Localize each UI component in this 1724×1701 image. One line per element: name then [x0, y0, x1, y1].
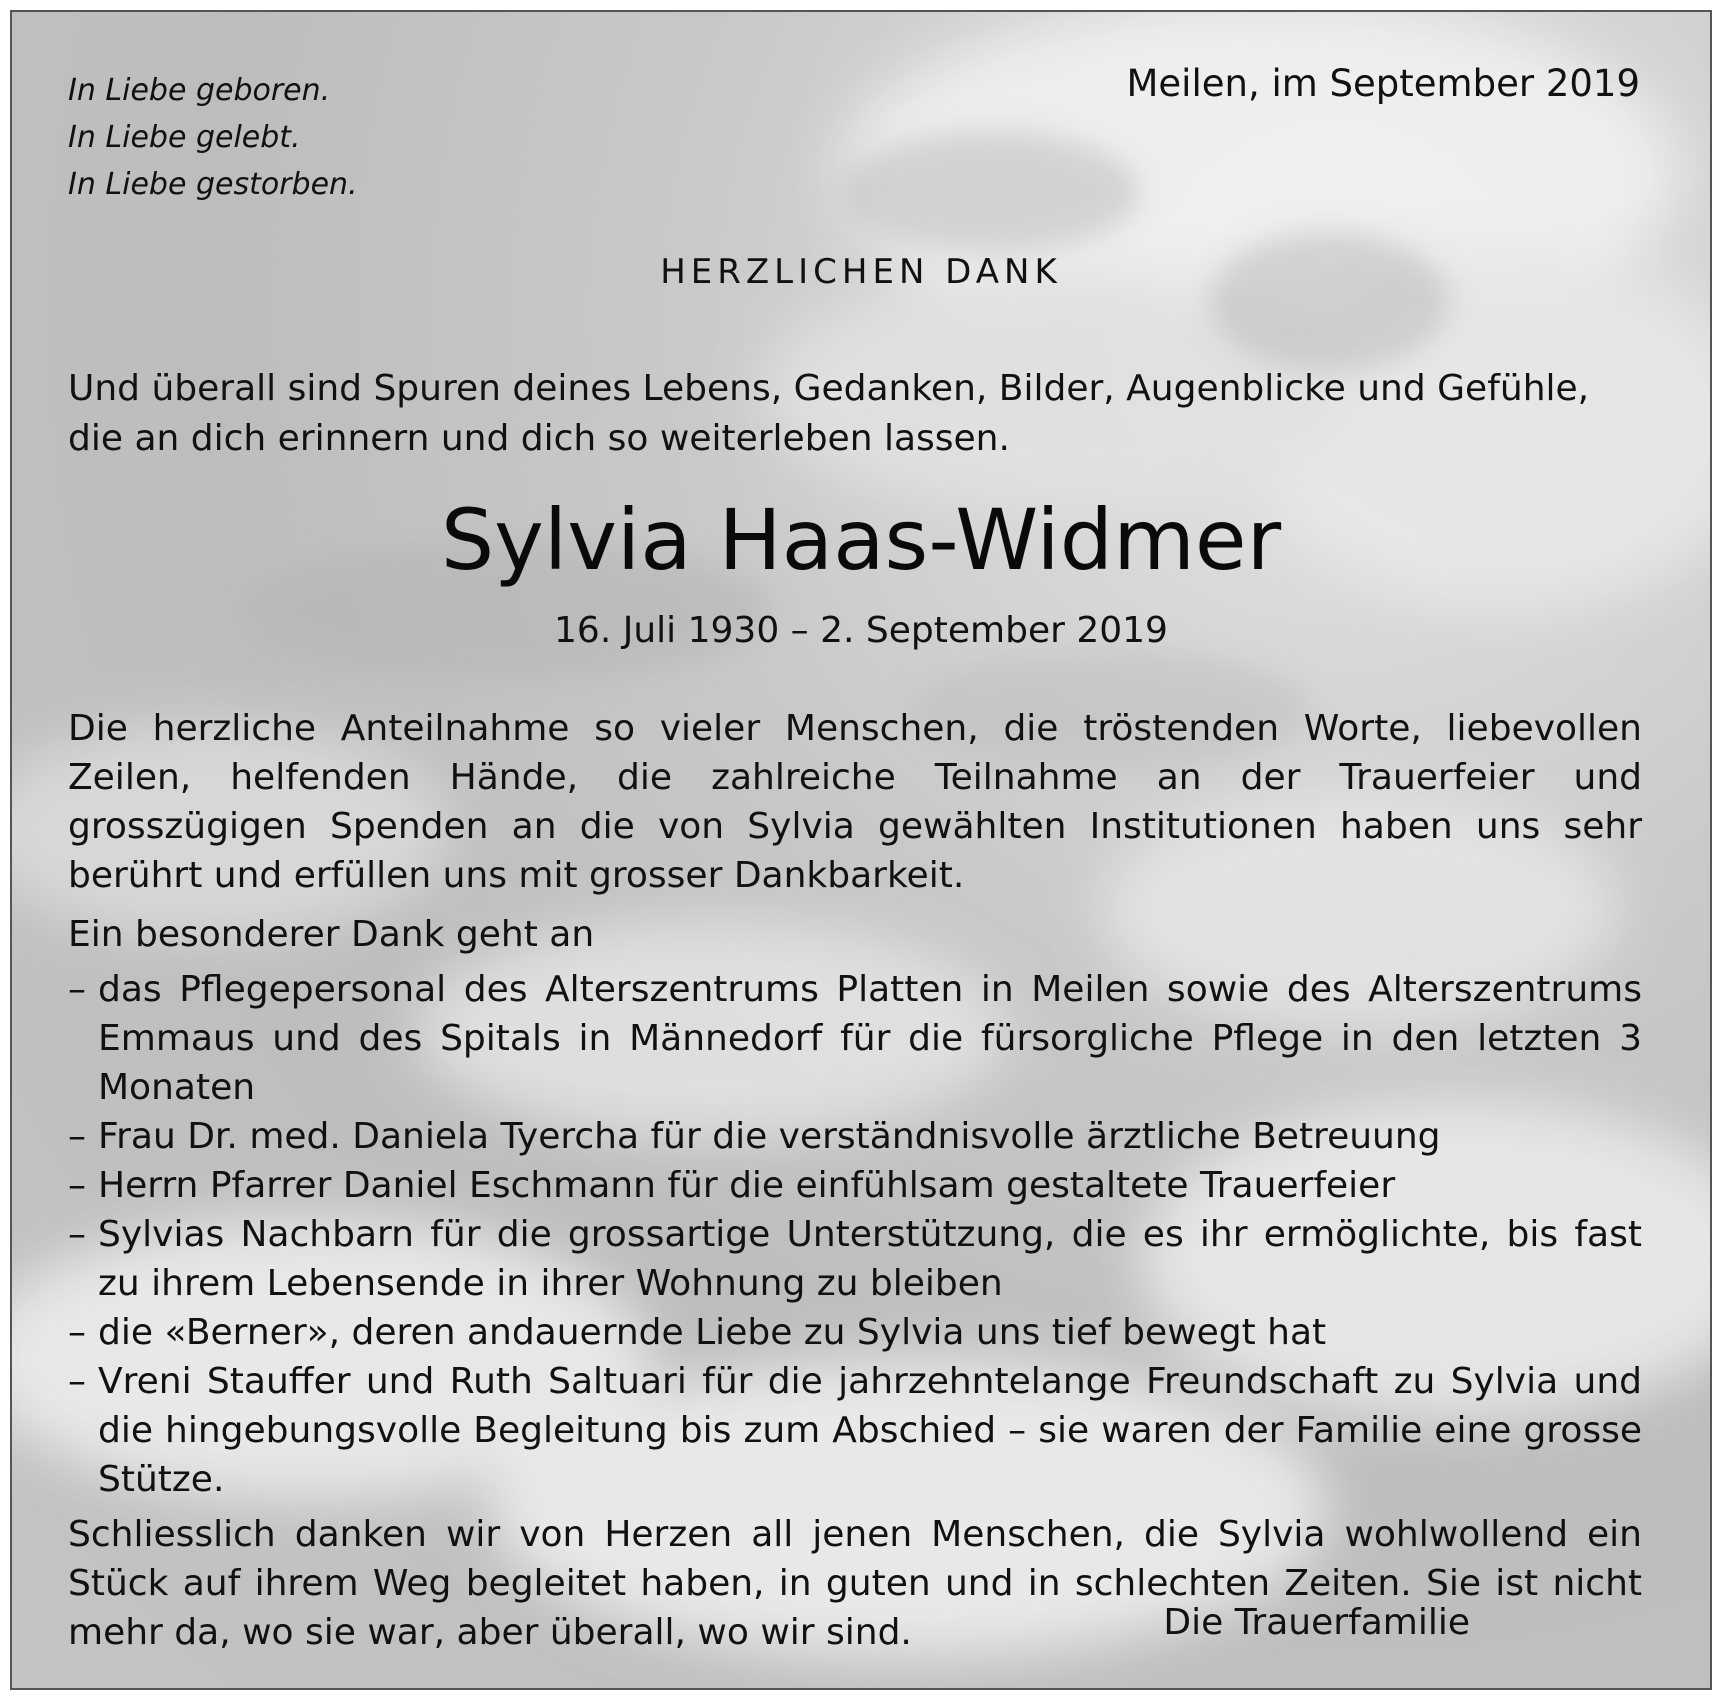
list-item: – Vreni Stauffer und Ruth Saltuari für die jahrzehntelange Freundschaft zu Sylvia und die hingebungsvolle Begleitung bis zum Abschied – sie waren der Familie eine grosse Stütze.	[68, 1357, 1642, 1504]
obituary-card	[10, 10, 1712, 1690]
thanks-list	[68, 965, 1642, 1504]
list-item: – Frau Dr. med. Daniela Tyercha für die verständnisvolle ärztliche Betreuung	[68, 1112, 1642, 1161]
motto-line: In Liebe geboren.	[68, 73, 331, 108]
thanks-text	[68, 704, 1642, 1657]
list-item: – die «Berner», deren andauernde Liebe zu Sylvia uns tief bewegt hat	[68, 1308, 1642, 1357]
signature: Die Trauerfamilie	[1163, 1602, 1470, 1643]
deceased-name: Sylvia Haas-Widmer	[440, 491, 1282, 589]
list-item: – Sylvias Nachbarn für die grossartige Unterstützung, die es ihr ermöglichte, bis fast zu ihrem Lebensende in ihrer Wohnung zu bleiben	[68, 1210, 1642, 1308]
motto	[68, 67, 358, 208]
list-item: – das Pflegepersonal des Alterszentrums Platten in Meilen sowie des Alterszentrums Emmaus und des Spitals in Männedorf für die fürsorgliche Pflege in den letzten 3 Monaten	[68, 965, 1642, 1112]
paragraph: Die herzliche Anteilnahme so vieler Menschen, die tröstenden Worte, liebevollen Zeilen, helfenden Hände, die zahlreiche Teilnahme an der Trauerfeier und grosszügigen Spenden an die von Sylvia gewählten Institutionen haben uns sehr berührt und erfüllen uns mit grosser Dankbarkeit.	[68, 708, 1642, 896]
closing-paragraph: Schliesslich danken wir von Herzen all jenen Menschen, die Sylvia wohlwollend ein Stück auf ihrem Weg begleitet haben, in guten und in schlechten Zeiten. Sie ist nicht mehr da, wo sie war, aber überall, wo wir sind.	[68, 1514, 1642, 1653]
heading: HERZLICHEN DANK	[660, 252, 1062, 292]
motto-line: In Liebe gestorben.	[68, 167, 358, 202]
motto-line: In Liebe gelebt.	[68, 120, 301, 155]
place-date: Meilen, im September 2019	[1126, 62, 1640, 105]
list-item: – Herrn Pfarrer Daniel Eschmann für die einfühlsam gestaltete Trauerfeier	[68, 1161, 1642, 1210]
thanks-intro: Ein besonderer Dank geht an	[68, 914, 595, 955]
intro-quote: Und überall sind Spuren deines Lebens, Gedanken, Bilder, Augenblicke und Gefühle, die an dich erinnern und dich so weiterleben lassen.	[68, 368, 1590, 459]
life-dates: 16. Juli 1930 – 2. September 2019	[554, 610, 1168, 651]
